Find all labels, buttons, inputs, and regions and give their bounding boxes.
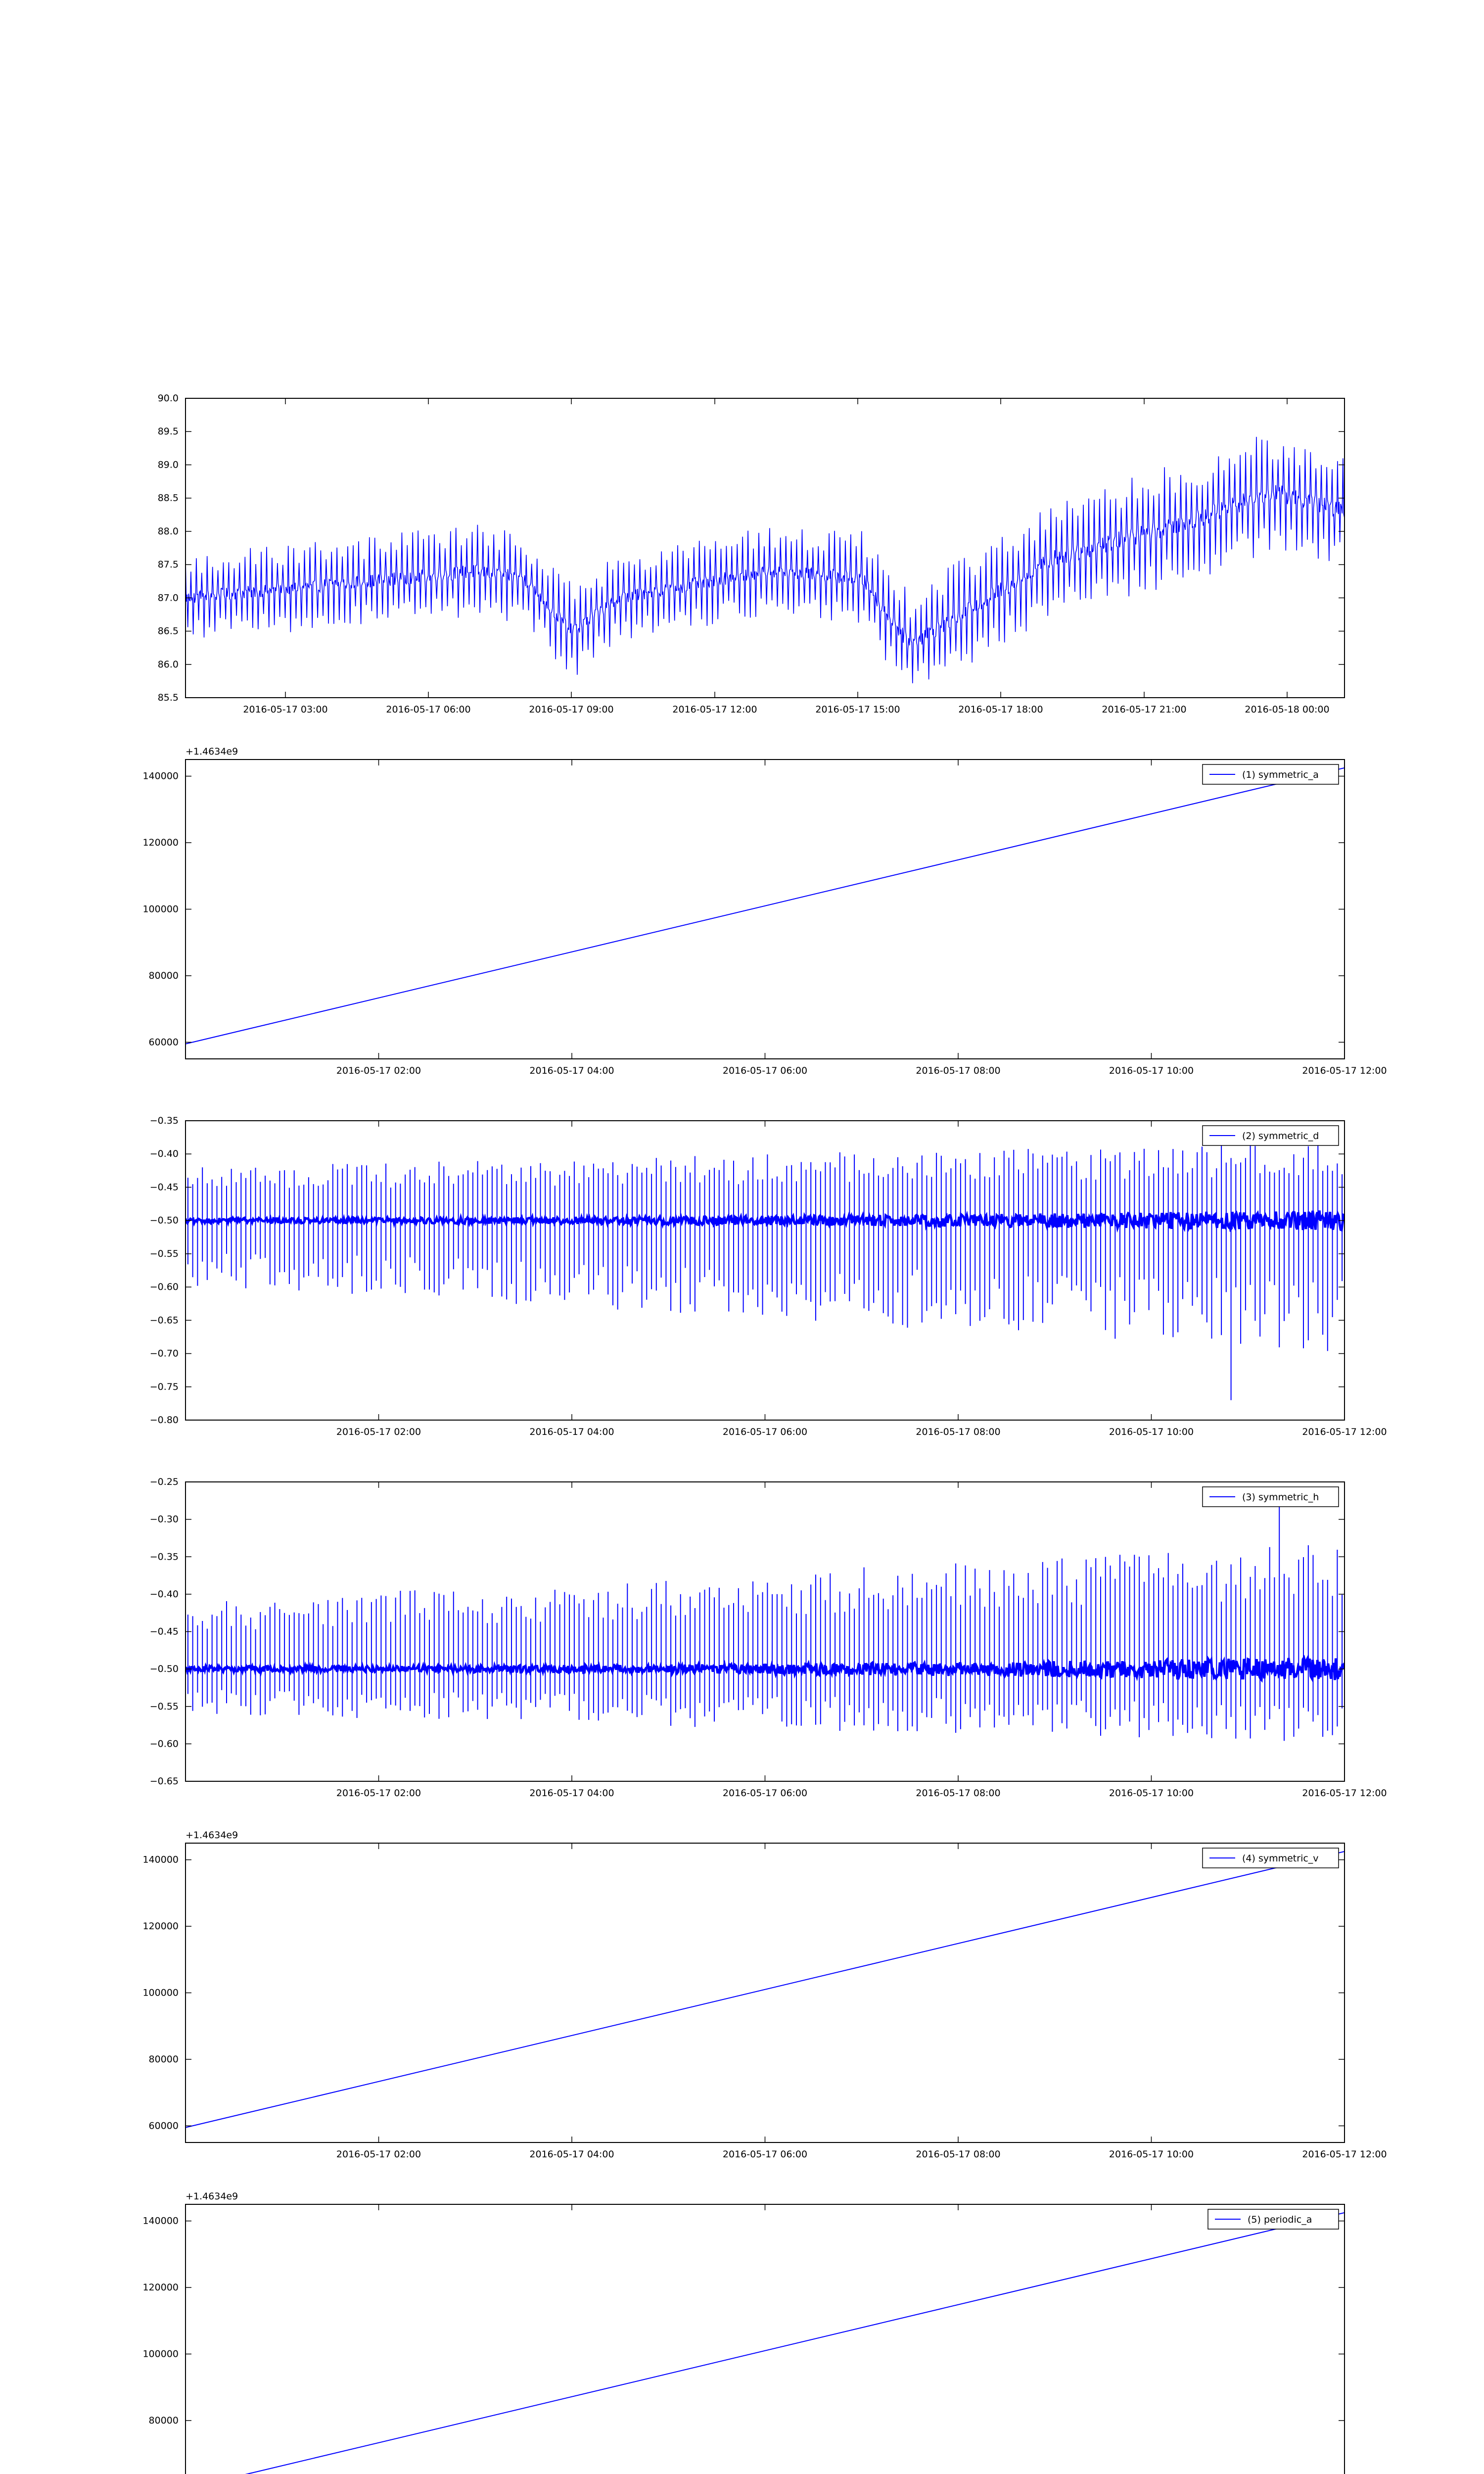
axes-frame [186, 760, 1345, 1059]
chart-panel-6 [142, 2191, 1387, 2474]
legend-label: (2) symmetric_d [1242, 1131, 1319, 1142]
y-tick-label: 80000 [148, 2415, 179, 2426]
chart-panel-2 [142, 746, 1387, 1076]
y-tick-label: 88.5 [157, 492, 179, 504]
x-tick-label: 2016-05-17 12:00 [1302, 1427, 1387, 1437]
plot-area [186, 2213, 1345, 2474]
chart-panel-3 [150, 1115, 1387, 1437]
y-tick-label: 120000 [142, 1921, 179, 1932]
chart-panel-1 [158, 393, 1345, 715]
y-tick-label: 100000 [142, 904, 179, 915]
x-tick-label: 2016-05-17 02:00 [336, 2149, 421, 2160]
y-tick-label: 87.5 [157, 559, 179, 571]
x-tick-label: 2016-05-17 04:00 [529, 1427, 614, 1437]
x-tick-label: 2016-05-17 08:00 [916, 1427, 1001, 1437]
y-tick-label: 60000 [148, 2120, 179, 2132]
y-tick-label: 89.5 [157, 426, 179, 437]
y-tick-label: −0.50 [149, 1215, 179, 1226]
x-tick-label: 2016-05-17 12:00 [1302, 1788, 1387, 1799]
plot-area [186, 1143, 1345, 1400]
y-tick-label: −0.65 [149, 1776, 179, 1787]
y-tick-label: −0.30 [149, 1514, 179, 1525]
y-tick-label: −0.65 [149, 1315, 179, 1326]
x-tick-label: 2016-05-17 02:00 [336, 1065, 421, 1076]
y-tick-label: −0.80 [149, 1415, 179, 1426]
axes-frame [186, 1482, 1345, 1781]
y-tick-label: −0.45 [149, 1182, 179, 1193]
axes-frame [186, 1843, 1345, 2142]
y-tick-label: −0.55 [149, 1248, 179, 1259]
y-tick-label: 140000 [142, 770, 179, 782]
plot-area [186, 437, 1345, 683]
legend-label: (1) symmetric_a [1242, 769, 1319, 780]
chart-panel-5 [142, 1830, 1387, 2160]
y-axis-offset: +1.4634e9 [186, 746, 238, 757]
y-tick-label: 90.0 [157, 393, 179, 404]
x-tick-label: 2016-05-17 08:00 [916, 1788, 1001, 1799]
y-tick-label: 89.0 [157, 459, 179, 471]
axes-frame [186, 398, 1345, 698]
axes-frame [186, 2204, 1345, 2474]
x-tick-label: 2016-05-17 03:00 [243, 704, 328, 715]
series-baseline [186, 1211, 1345, 1231]
x-tick-label: 2016-05-17 06:00 [722, 2149, 808, 2160]
plot-area [186, 1497, 1345, 1741]
x-tick-label: 2016-05-17 08:00 [916, 1065, 1001, 1076]
x-tick-label: 2016-05-17 09:00 [529, 704, 614, 715]
y-tick-label: 100000 [142, 2348, 179, 2360]
x-tick-label: 2016-05-17 12:00 [1302, 2149, 1387, 2160]
y-tick-label: −0.55 [149, 1701, 179, 1712]
y-tick-label: 88.0 [157, 525, 179, 537]
x-tick-label: 2016-05-17 12:00 [672, 704, 757, 715]
series-line [186, 768, 1345, 1044]
y-tick-label: 140000 [142, 2215, 179, 2227]
y-tick-label: 87.0 [157, 592, 179, 604]
axes-frame [186, 1121, 1345, 1420]
y-tick-label: 100000 [142, 1987, 179, 1998]
series-spikes [188, 1143, 1342, 1400]
x-tick-label: 2016-05-17 21:00 [1102, 704, 1187, 715]
y-tick-label: −0.40 [149, 1148, 179, 1160]
x-tick-label: 2016-05-17 10:00 [1109, 1065, 1194, 1076]
chart-panel-4 [150, 1476, 1387, 1799]
y-tick-label: −0.35 [149, 1115, 179, 1126]
y-tick-label: −0.50 [149, 1664, 179, 1675]
series-line [186, 1852, 1345, 2128]
y-tick-label: −0.60 [149, 1738, 179, 1750]
x-tick-label: 2016-05-18 00:00 [1245, 704, 1330, 715]
legend [1203, 1848, 1339, 1868]
x-tick-label: 2016-05-17 10:00 [1109, 2149, 1194, 2160]
y-tick-label: −0.60 [149, 1282, 179, 1293]
series-line [186, 437, 1345, 683]
y-tick-label: 85.5 [157, 692, 179, 703]
x-tick-label: 2016-05-17 12:00 [1302, 1065, 1387, 1076]
y-tick-label: −0.25 [149, 1476, 179, 1487]
x-tick-label: 2016-05-17 02:00 [336, 1788, 421, 1799]
y-axis-offset: +1.4634e9 [186, 1830, 238, 1841]
y-tick-label: 60000 [148, 1037, 179, 1048]
series-spikes [188, 1497, 1342, 1741]
series-line [186, 2213, 1345, 2474]
y-tick-label: 140000 [142, 1854, 179, 1865]
x-tick-label: 2016-05-17 18:00 [958, 704, 1043, 715]
legend-label: (4) symmetric_v [1242, 1853, 1319, 1864]
legend [1203, 1487, 1339, 1507]
y-tick-label: 86.5 [157, 625, 179, 637]
x-tick-label: 2016-05-17 06:00 [722, 1788, 808, 1799]
y-tick-label: −0.45 [149, 1626, 179, 1637]
x-tick-label: 2016-05-17 04:00 [529, 1788, 614, 1799]
y-tick-label: −0.75 [149, 1381, 179, 1392]
plot-area [186, 768, 1345, 1044]
legend [1203, 764, 1339, 784]
x-tick-label: 2016-05-17 02:00 [336, 1427, 421, 1437]
x-tick-label: 2016-05-17 15:00 [815, 704, 900, 715]
y-tick-label: −0.70 [149, 1348, 179, 1359]
legend-label: (3) symmetric_h [1242, 1492, 1319, 1503]
y-tick-label: 120000 [142, 2282, 179, 2293]
plot-area [186, 1852, 1345, 2128]
x-tick-label: 2016-05-17 04:00 [529, 2149, 614, 2160]
x-tick-label: 2016-05-17 04:00 [529, 1065, 614, 1076]
y-tick-label: −0.35 [149, 1551, 179, 1563]
y-axis-offset: +1.4634e9 [186, 2191, 238, 2202]
x-tick-label: 2016-05-17 10:00 [1109, 1427, 1194, 1437]
x-tick-label: 2016-05-17 10:00 [1109, 1788, 1194, 1799]
y-tick-label: −0.40 [149, 1588, 179, 1600]
y-tick-label: 80000 [148, 970, 179, 981]
x-tick-label: 2016-05-17 06:00 [386, 704, 471, 715]
legend [1203, 1126, 1339, 1145]
y-tick-label: 80000 [148, 2053, 179, 2065]
y-tick-label: 120000 [142, 837, 179, 849]
x-tick-label: 2016-05-17 06:00 [722, 1427, 808, 1437]
x-tick-label: 2016-05-17 08:00 [916, 2149, 1001, 2160]
y-tick-label: 86.0 [157, 659, 179, 670]
x-tick-label: 2016-05-17 06:00 [722, 1065, 808, 1076]
series-baseline [186, 1658, 1345, 1680]
legend-label: (5) periodic_a [1248, 2214, 1312, 2225]
legend [1208, 2209, 1339, 2229]
